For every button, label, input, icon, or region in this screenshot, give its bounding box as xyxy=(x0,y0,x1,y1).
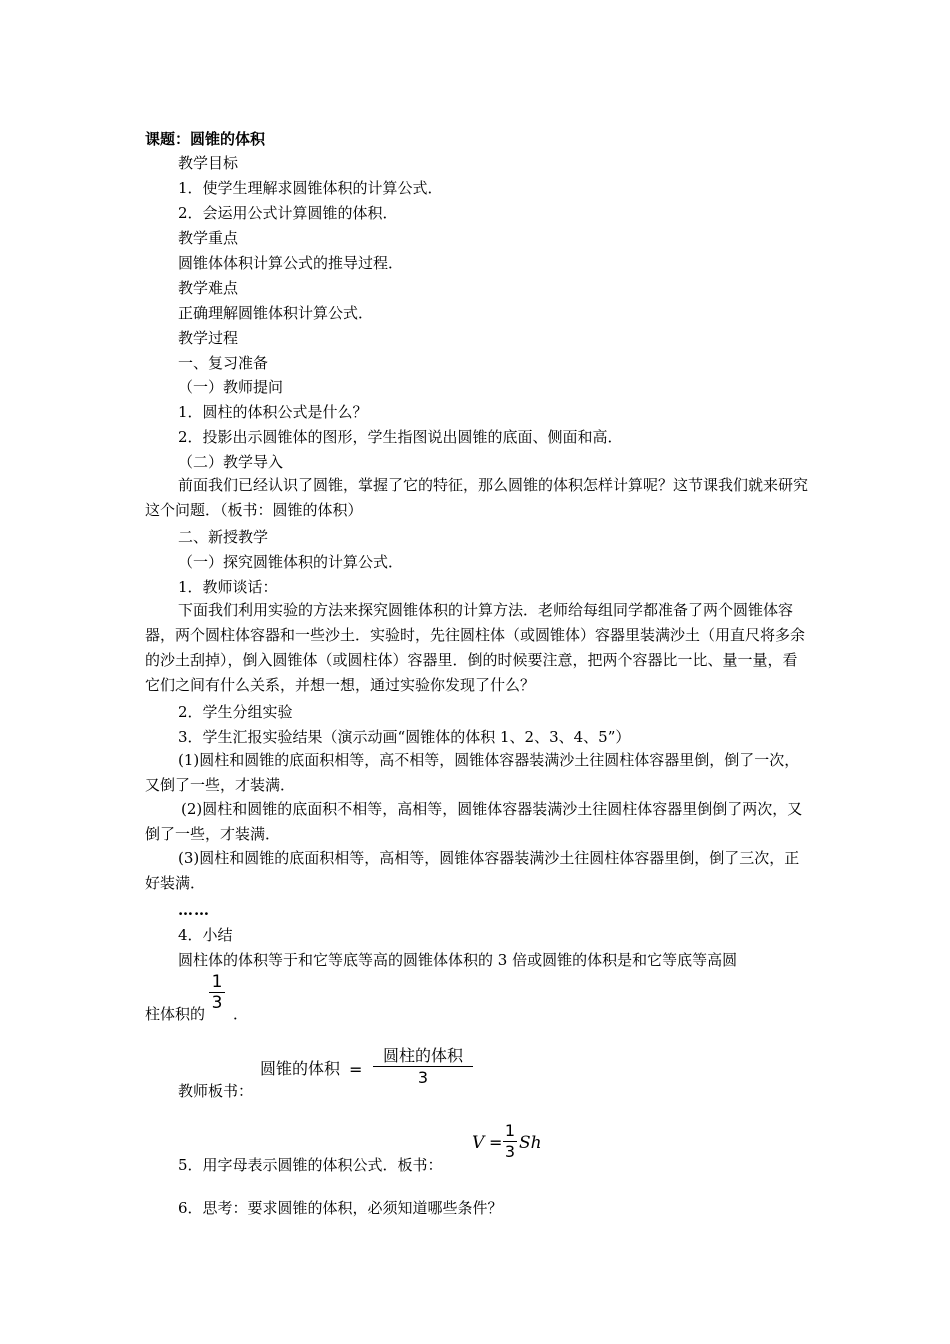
board-label: 教师板书： xyxy=(178,1082,254,1100)
talk-paragraph: 下面我们利用实验的方法来探究圆锥体积的计算方法．老师给每组同学都准备了两个圆锥体容器，两个圆柱体容器和一些沙土．实验时，先往圆柱体（或圆锥体）容器里装满沙土（用直尺将多余的沙土刮掉），倒入圆锥体（或圆柱体）容器里．倒的时候要注意，把两个容器比一比、量一量，看它们之间有什么关系，并想一想，通过实验你发现了什么？ xyxy=(145,601,806,694)
goal-heading: 教学目标 xyxy=(178,154,239,172)
summary-heading: 4．小结 xyxy=(178,926,233,944)
sh-symbol: Sh xyxy=(519,1133,542,1153)
summary-end: ． xyxy=(233,1005,249,1023)
summary-text: 圆柱体的体积等于和它等底等高的圆锥体体积的 3 倍或圆锥的体积是和它等底等高圆 xyxy=(178,951,738,969)
ellipsis: …… xyxy=(178,901,210,919)
fraction-numerator: 1 xyxy=(211,972,223,992)
key-heading: 教学重点 xyxy=(178,229,239,247)
process-heading: 教学过程 xyxy=(178,329,239,347)
v-symbol: V xyxy=(472,1133,485,1153)
fraction-denominator: 3 xyxy=(211,993,223,1013)
think-question: 6．思考：要求圆锥的体积，必须知道哪些条件？ xyxy=(178,1199,503,1217)
teacher-question-heading: （一）教师提问 xyxy=(178,378,284,396)
lesson-title: 课题：圆锥的体积 xyxy=(145,130,266,148)
question-1: 1．圆柱的体积公式是什么？ xyxy=(178,403,368,421)
fraction-denominator: 3 xyxy=(417,1068,429,1087)
report-heading: 3．学生汇报实验结果（演示动画“圆锥体的体积 1、2、3、4、5”） xyxy=(178,728,631,746)
result-3: (3)圆柱和圆锥的底面积相等，高相等，圆锥体容器装满沙土往圆柱体容器里倒，倒了三次，正好装满． xyxy=(145,849,800,892)
letters-label: 5．用字母表示圆锥的体积公式．板书： xyxy=(178,1156,443,1174)
equals-sign-2: = xyxy=(489,1133,503,1152)
v-one-third-fraction xyxy=(503,1121,517,1162)
fraction-numerator: 1 xyxy=(504,1121,516,1140)
goal-item-2: 2．会运用公式计算圆锥的体积． xyxy=(178,204,398,222)
new-teaching-heading: 二、新授教学 xyxy=(178,528,269,546)
cylinder-over-three-fraction xyxy=(373,1045,473,1088)
summary-tail: 柱体积的 xyxy=(145,1005,206,1023)
intro-paragraph: 前面我们已经认识了圆锥，掌握了它的特征，那么圆锥的体积怎样计算呢？这节课我们就来研究这个问题．（板书：圆锥的体积） xyxy=(145,476,809,519)
key-text: 圆锥体体积计算公式的推导过程． xyxy=(178,254,404,272)
explore-heading: （一）探究圆锥体积的计算公式． xyxy=(178,553,404,571)
result-1: (1)圆柱和圆锥的底面积相等，高不相等，圆锥体容器装满沙土往圆柱体容器里倒，倒了一次，又倒了一些，才装满． xyxy=(145,751,800,794)
equals-sign: = xyxy=(349,1060,363,1079)
fraction-denominator: 3 xyxy=(504,1142,516,1161)
result-2: (2)圆柱和圆锥的底面积不相等，高相等，圆锥体容器装满沙土往圆柱体容器里倒倒了两次，又倒了一些，才装满． xyxy=(145,800,803,843)
one-third-fraction xyxy=(209,972,225,1013)
cylinder-volume-text: 圆柱的体积 xyxy=(382,1046,463,1065)
review-heading: 一、复习准备 xyxy=(178,354,269,372)
cone-volume-text: 圆锥的体积 xyxy=(260,1059,341,1078)
question-2: 2．投影出示圆锥体的图形，学生指图说出圆锥的底面、侧面和高． xyxy=(178,428,623,446)
intro-heading: （二）教学导入 xyxy=(178,453,284,471)
difficulty-heading: 教学难点 xyxy=(178,279,239,297)
difficulty-text: 正确理解圆锥体积计算公式． xyxy=(178,304,374,322)
group-experiment: 2．学生分组实验 xyxy=(178,703,293,721)
talk-heading: 1．教师谈话： xyxy=(178,578,278,596)
goal-item-1: 1．使学生理解求圆锥体积的计算公式． xyxy=(178,179,443,197)
